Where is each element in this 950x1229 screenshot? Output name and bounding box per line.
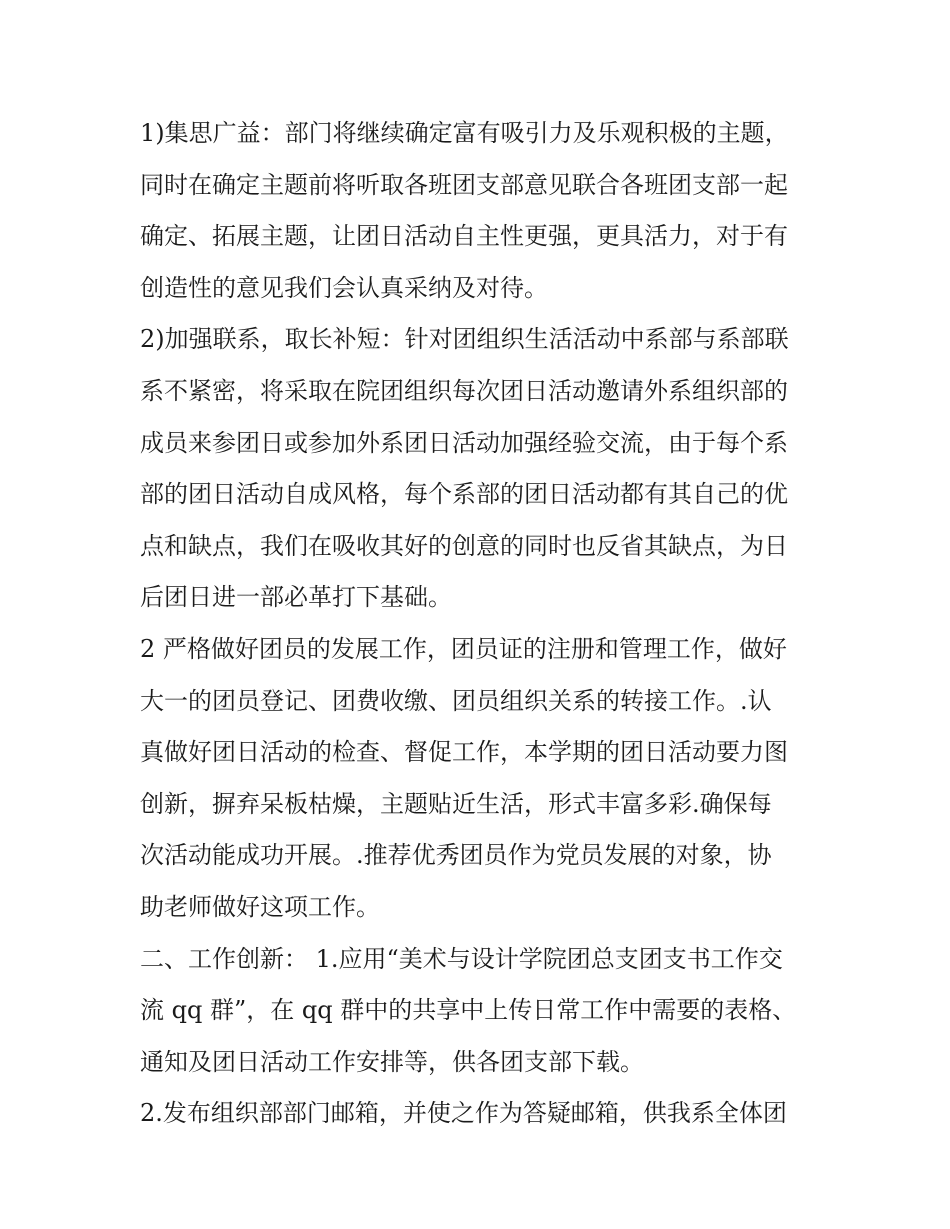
text-line: 2.发布组织部部门邮箱，并使之作为答疑邮箱，供我系全体团 <box>140 1099 787 1128</box>
text-line: 点和缺点，我们在吸收其好的创意的同时也反省其缺点，为日 <box>140 531 788 560</box>
text-line: 真做好团日活动的检查、督促工作，本学期的团日活动要力图 <box>140 738 788 767</box>
text-line: 次活动能成功开展。.推荐优秀团员作为党员发展的对象，协 <box>140 841 772 870</box>
text-line: 流 qq 群”，在 qq 群中的共享中上传日常工作中需要的表格、 <box>140 996 797 1025</box>
text-line: 大一的团员登记、团费收缴、团员组织关系的转接工作。.认 <box>140 686 772 715</box>
text-line: 成员来参团日或参加外系团日活动加强经验交流，由于每个系 <box>140 428 788 457</box>
text-line: 系不紧密，将采取在院团组织每次团日活动邀请外系组织部的 <box>140 376 788 405</box>
text-line: 后团日进一部必革打下基础。 <box>140 583 452 612</box>
document-body <box>140 108 820 1140</box>
text-line: 同时在确定主题前将听取各班团支部意见联合各班团支部一起 <box>140 170 788 199</box>
text-line: 部的团日活动自成风格，每个系部的团日活动都有其自己的优 <box>140 480 788 509</box>
text-line: 确定、拓展主题，让团日活动自主性更强，更具活力，对于有 <box>140 222 788 251</box>
text-line: 1)集思广益：部门将继续确定富有吸引力及乐观积极的主题， <box>140 119 789 147</box>
text-line: 创造性的意见我们会认真采纳及对待。 <box>140 273 548 302</box>
text-line: 助老师做好这项工作。 <box>140 892 380 921</box>
text-line: 二、工作创新： 1.应用“美术与设计学院团总支团支书工作交 <box>140 944 783 973</box>
text-line: 通知及团日活动工作安排等，供各团支部下载。 <box>140 1047 644 1076</box>
text-line: 2)加强联系，取长补短：针对团组织生活活动中系部与系部联 <box>140 325 789 354</box>
text-line: 创新，摒弃呆板枯燥，主题贴近生活，形式丰富多彩.确保每 <box>140 789 772 818</box>
text-line: 2 严格做好团员的发展工作，团员证的注册和管理工作，做好 <box>140 634 787 663</box>
